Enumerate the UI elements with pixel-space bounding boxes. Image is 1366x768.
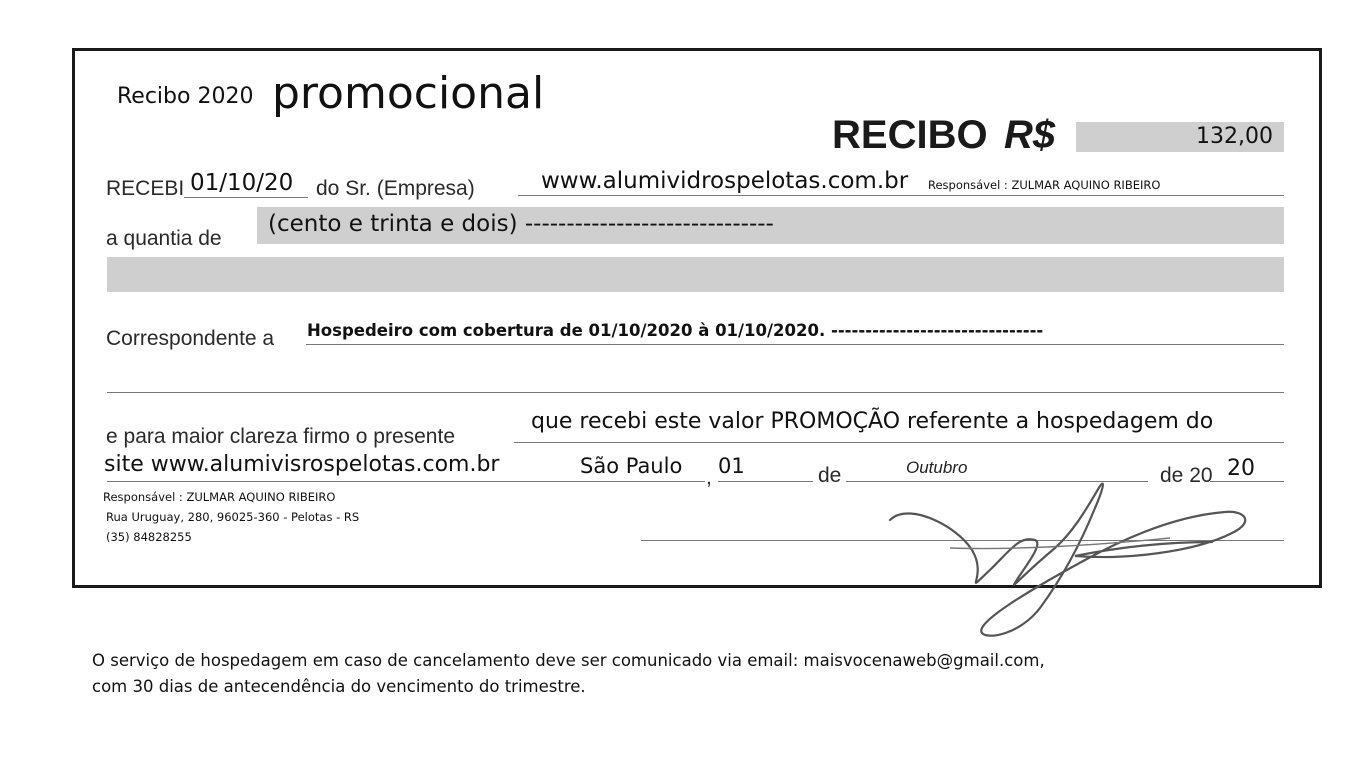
- comma: ,: [706, 466, 712, 489]
- de20-label: de 20: [1160, 464, 1213, 487]
- month: Outubro: [906, 458, 968, 477]
- currency-symbol: R$: [1004, 113, 1056, 157]
- corresp-label: Correspondente a: [106, 327, 275, 350]
- clareza-underline: [514, 442, 1284, 443]
- responsavel-inline: Responsável : ZULMAR AQUINO RIBEIRO: [928, 178, 1161, 192]
- quantia-box-2: [107, 257, 1284, 292]
- promo-label: Recibo 2020: [117, 84, 254, 109]
- day: 01: [718, 454, 745, 478]
- amount-value: 132,00: [1196, 124, 1273, 149]
- notice-line-2: com 30 dias de antecendência do vencimento do trimestre.: [92, 677, 586, 696]
- city: São Paulo: [580, 454, 683, 478]
- footer-address: Rua Uruguay, 280, 96025-360 - Pelotas - RS: [106, 510, 360, 524]
- promo-title: promocional: [272, 68, 545, 119]
- corresp-underline: [306, 344, 1284, 345]
- signature: [870, 478, 1270, 643]
- year-suffix: 20: [1227, 456, 1255, 481]
- recebi-underline: [184, 197, 308, 198]
- empresa-value: www.alumividrospelotas.com.br: [541, 168, 909, 194]
- recibo-heading: RECIBO: [832, 113, 988, 157]
- recebi-label: RECEBI: [106, 177, 185, 200]
- de-label: de: [818, 464, 842, 487]
- clareza-value: que recebi este valor PROMOÇÃO referente a hospedagem do: [531, 409, 1214, 434]
- footer-responsavel: Responsável : ZULMAR AQUINO RIBEIRO: [103, 490, 336, 504]
- footer-phone: (35) 84828255: [106, 530, 192, 544]
- blank-line: [107, 392, 1284, 393]
- site-underline: [107, 481, 705, 482]
- corresp-value: Hospedeiro com cobertura de 01/10/2020 à 01/10/2020. -------------------------------: [307, 321, 1044, 340]
- notice-line-1: O serviço de hospedagem em caso de cancelamento deve ser comunicado via email: maisvocenaweb@gmail.com,: [92, 651, 1045, 670]
- clareza-label: e para maior clareza firmo o presente: [106, 425, 455, 448]
- quantia-label: a quantia de: [106, 227, 222, 250]
- recebi-date: 01/10/20: [190, 170, 294, 196]
- site-line: site www.alumivisrospelotas.com.br: [104, 452, 500, 477]
- quantia-value: (cento e trinta e dois) ------------------------------: [268, 211, 774, 237]
- do-sr-label: do Sr. (Empresa): [316, 177, 475, 200]
- empresa-underline: [518, 195, 1284, 196]
- day-underline: [718, 481, 813, 482]
